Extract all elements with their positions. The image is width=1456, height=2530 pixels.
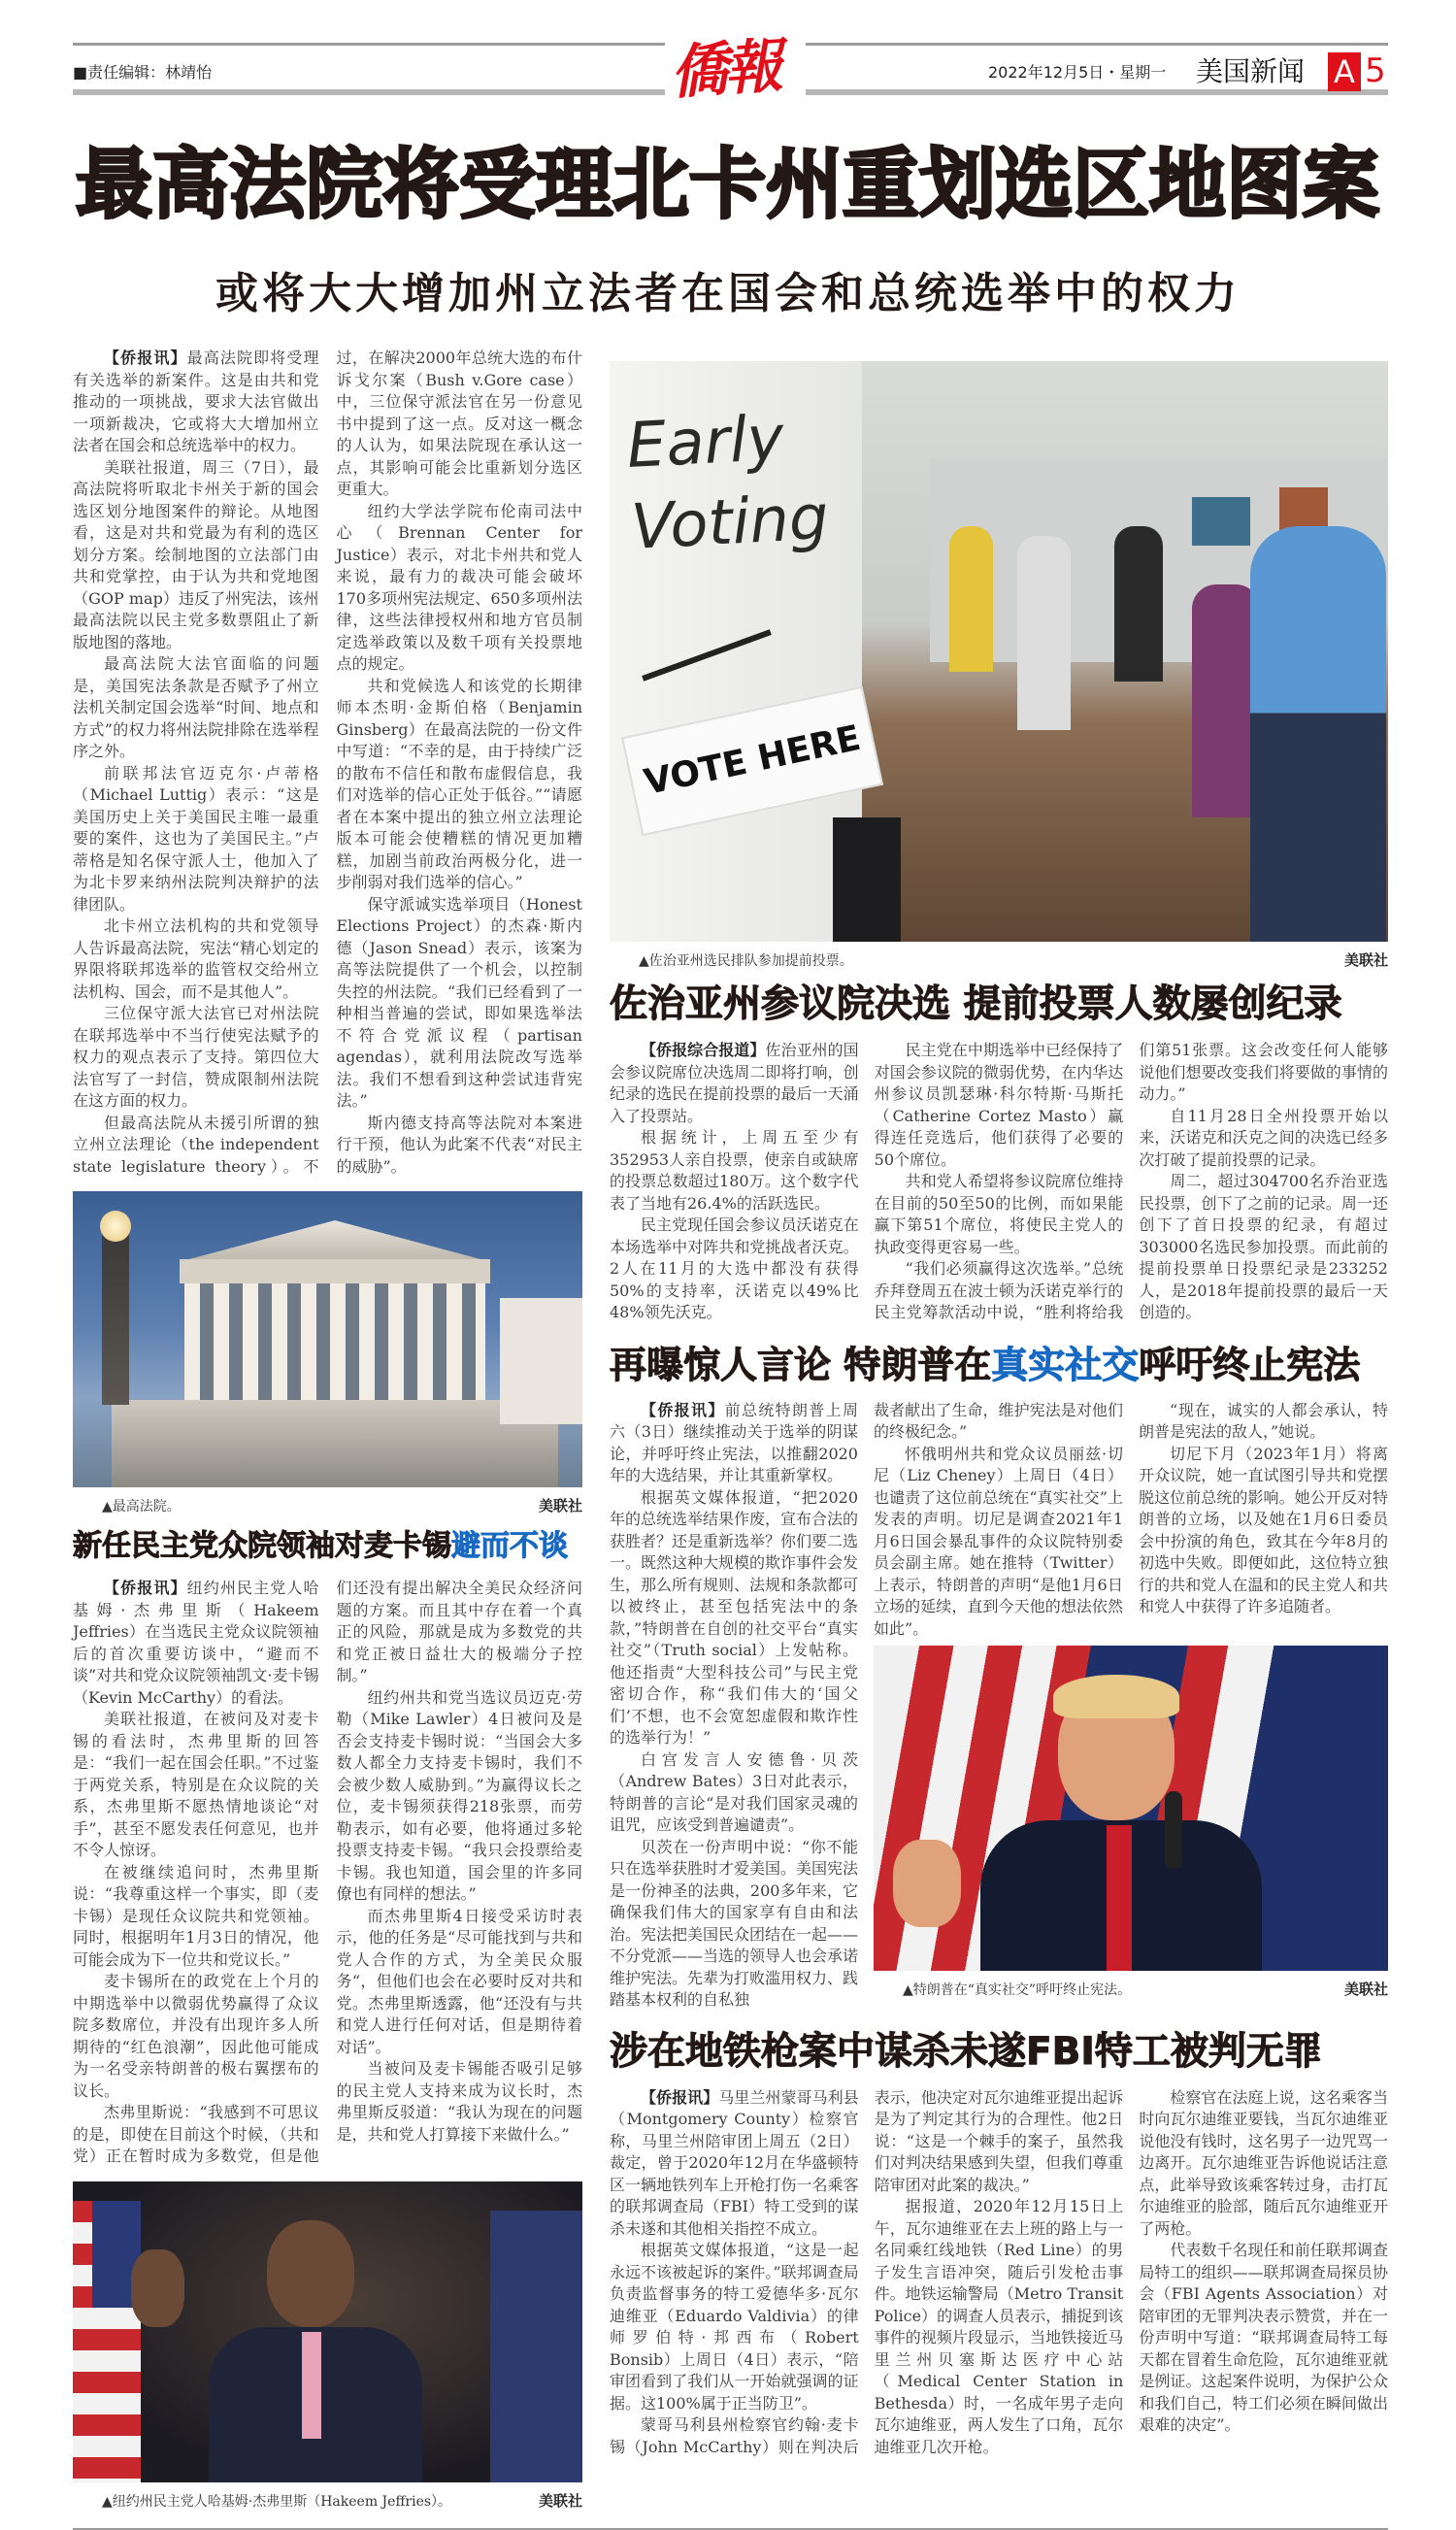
paragraph bbox=[337, 501, 583, 676]
early-voting-photo bbox=[610, 361, 1388, 942]
paragraph-text: 在被继续追问时，杰弗里斯说：“我尊重这样一个事实，即（麦卡锡）是现任众议院共和党领袖。同时，根据明年1月3日的情况，他可能会成为下一位共和党议长。” bbox=[73, 1862, 319, 1969]
paragraph-text: 检察官在法庭上说，这名乘客当时向瓦尔迪维亚要钱，当瓦尔迪维亚说他没有钱时，这名男子一边咒骂一边离开。瓦尔迪维亚告诉他说话注意点，此举导致该乘客转过身，击打瓦尔迪维亚的脸部，随后瓦尔迪维亚开了两枪。 bbox=[1139, 2087, 1388, 2238]
dateline-tag: 【侨报讯】 bbox=[104, 1579, 187, 1597]
main-story-body bbox=[73, 348, 582, 1178]
paragraph-text: 纽约大学法学院布伦南司法中心（Brennan Center for Justice）表示，对北卡州共和党人来说，最有力的裁决可能会破坏170多项州宪法规定、650多项州法律，这些法律授权州和地方官员制定选举政策以及数千项有关投票地点的规定。 bbox=[336, 501, 582, 673]
paragraph bbox=[73, 653, 319, 763]
paragraph-text: 但最高法院从未援引所谓的独立州立法理论（the independent state legislature theory）。不过，在解决2000年总统大选的布什诉戈尔案（Bush v.Gore case）中，三位保守派法官在另一份意见书中提到了这一点。反对这一概念的人认为，如果法院现在承认这一点，其影响可能会比重新划分选区更重大。 bbox=[73, 349, 582, 1176]
paragraph bbox=[337, 2058, 583, 2146]
lamp-post bbox=[102, 1230, 129, 1405]
paragraph-text: 前总统特朗普上周六（3日）继续推动关于选举的阴谋论，并呼吁终止宪法，以推翻2020年的大选结果，并让其重新掌权。 bbox=[610, 1400, 858, 1484]
paragraph-text: 北卡州立法机构的共和党领导人告诉最高法院，宪法“精心划定的界限将联邦选举的监管权交给州立法机构、国会，而不是其他人”。 bbox=[73, 916, 319, 1001]
paragraph: 裁者献出了生命，维护宪法是对他们的终极纪念。” bbox=[874, 1400, 1123, 1441]
paragraph bbox=[875, 1171, 1124, 1258]
jeffries-headline bbox=[73, 1527, 582, 1566]
paragraph-text: 美联社报道，在被问及对麦卡锡的看法时，杰弗里斯的回答是：“我们一起在国会任职。”不过鉴于两党关系，特别是在众议院的关系，杰弗里斯不愿热情地谈论“对手”，甚至不愿发表任何意见，也并不令人惊讶。 bbox=[73, 1710, 319, 1859]
vote-here-text: VOTE HERE bbox=[641, 717, 865, 804]
voting-booth bbox=[833, 817, 901, 942]
columns bbox=[184, 1283, 485, 1400]
trump-story-col3 bbox=[1139, 1400, 1388, 1641]
paragraph bbox=[73, 915, 319, 1003]
paragraph bbox=[875, 1040, 1124, 1171]
paragraph bbox=[73, 1578, 319, 1709]
paragraph-text: 怀俄明州共和党众议员丽兹·切尼（Liz Cheney）上周日（4日）也谴责了这位前总统在“真实社交”上发表的声明。切尼是调查2021年1月6日国会暴乱事件的众议院特别委员会副主席。她在推特（Twitter）上表示，特朗普的声明“是他1月6日立场的延续，直到今天他的想法依然如此”。 bbox=[874, 1444, 1123, 1638]
header-rule-bottom-right bbox=[806, 89, 1388, 95]
page-content bbox=[73, 348, 1388, 2530]
paragraph bbox=[610, 2240, 859, 2414]
left-column bbox=[73, 348, 582, 2514]
paragraph-text: 佐治亚州的国会参议院席位决选周二即将打响，创纪录的选民在提前投票的最后一天涌入了投票站。 bbox=[610, 1041, 859, 1125]
jeffries-story-body bbox=[73, 1578, 582, 2168]
trump-headline-pre: 再曝惊人言论 特朗普在 bbox=[610, 1343, 992, 1386]
paragraph bbox=[610, 1487, 858, 1749]
paragraph bbox=[337, 676, 583, 894]
jeffries-credit: 美联社 bbox=[538, 2491, 582, 2510]
paragraph-text: 麦卡锡所在的政党在上个月的中期选举中以微弱优势赢得了众议院多数席位，并没有出现许多人所期待的“红色浪潮”，因此他可能成为一名受亲特朗普的极右翼摆布的议长。 bbox=[73, 1972, 319, 2100]
paragraph bbox=[337, 1113, 583, 1179]
voter-blue-shirt bbox=[1250, 526, 1386, 942]
page-letter: A bbox=[1328, 52, 1361, 91]
early-voting-credit: 美联社 bbox=[1343, 951, 1388, 969]
paragraph-text: 民主党现任国会参议员沃诺克在本场选举中对阵共和党挑战者沃克。2人在11月的大选中都没有获得50%的支持率，沃诺克以49%比48%领先沃克。 bbox=[610, 1215, 859, 1321]
trump-caption: ▲特朗普在“真实社交”呼吁终止宪法。 bbox=[903, 1982, 1132, 1998]
trump-story-col1 bbox=[610, 1400, 858, 2012]
trump-photo bbox=[874, 1646, 1388, 1971]
trump-story-body bbox=[610, 1400, 1388, 2012]
paragraph-text: 前联邦法官迈克尔·卢蒂格（Michael Luttig）表示：“这是美国历史上关于美国民主唯一最重要的案件，这也为了美国民主。”卢蒂格是知名保守派人士，他加入了为北卡罗来纳州法院判决辩护的法律团队。 bbox=[73, 763, 319, 914]
paragraph bbox=[1139, 1444, 1388, 1618]
paragraph-text: 美联社报道，周三（7日），最高法院将听取北卡州关于新的国会选区划分地图案件的辩论。从地图看，这是对共和党最为有利的选区划分方案。绘制地图的立法部门由共和党掌控，由于认为共和党地图（GOP map）违反了州宪法，该州最高法院以民主党多数票阻止了新版地图的落地。 bbox=[73, 457, 319, 651]
paragraph-text: 根据英文媒体报道，“这是一起永远不该被起诉的案件。”联邦调查局负责监督事务的特工爱德华多·瓦尔迪维亚（Eduardo Valdivia）的律师罗伯特·邦西布（Robert Bonsib）上周日（4日）表示，“陪审团看到了我们从一开始就强调的证据。这100%属于正当防卫”。 bbox=[610, 2241, 859, 2413]
voter-dark bbox=[1114, 526, 1163, 682]
paragraph-text: 据报道，2020年12月15日上午，瓦尔迪维亚在去上班的路上与一名同乘红线地铁（Red Line）的男子发生言语冲突，随后引发枪击事件。地铁运输警局（Metro Transit Police）的调查人员表示，捕捉到该事件的视频片段显示，当地铁接近马里兰州贝塞斯达医疗中心站（Medical Center Station in Bethesda）时，一名成年男子走向瓦尔迪维亚，两人发生了口角，瓦尔迪维亚几次开枪。 bbox=[874, 2197, 1124, 2456]
fbi-headline: 涉在地铁枪案中谋杀未遂FBI特工被判无罪 bbox=[610, 2029, 1322, 2074]
paragraph-text: 三位保守派大法官已对州法院在联邦选举中不当行使宪法赋予的权力的观点表示了支持。第四位大法官写了一封信，赞成限制州法院在这方面的权力。 bbox=[73, 1004, 319, 1110]
paragraph bbox=[337, 894, 583, 1113]
main-headline: 最高法院将受理北卡州重划选区地图案 bbox=[76, 140, 1379, 229]
lamp-light bbox=[100, 1211, 131, 1242]
paragraph bbox=[73, 1971, 319, 2102]
wall-art bbox=[1192, 497, 1250, 546]
paragraph bbox=[337, 1687, 583, 1906]
paragraph bbox=[73, 1709, 319, 1862]
paragraph-text: 根据英文媒体报道，“把2020年的总统选举结果作废，宣布合法的获胜者？还是重新选举？你们要二选一。既然这种大规模的欺诈事件会发生，那么所有规则、法规和条款都可以被终止，甚至包括宪法中的条款，”特朗普在自创的社交平台“真实社交”（Truth social）上发帖称。他还指责“大型科技公司”与民主党密切合作，称“我们伟大的‘国父们’不想，也不会宽恕虚假和欺诈性的选举行为！” bbox=[610, 1487, 859, 1747]
paragraph bbox=[1139, 1400, 1388, 1444]
header-rule-top-left bbox=[73, 43, 665, 46]
voter-white bbox=[1017, 536, 1071, 730]
paragraph bbox=[610, 1040, 859, 1127]
paragraph-text: 蒙哥马利县州检察官约翰·麦卡锡（John McCarthy）则在判决后表示，他决定对瓦尔迪维亚提出起诉是为了判定其行为的合理性。他2日说：“这是一个棘手的案子，虽然我们对判决结果感到失望，但我们尊重陪审团对此案的裁决。” bbox=[610, 2087, 1124, 2456]
flag-right bbox=[490, 2211, 582, 2482]
trump-headline bbox=[610, 1342, 1388, 1388]
jeffries-photo bbox=[73, 2181, 582, 2482]
trump-headline-highlight: 真实社交 bbox=[991, 1343, 1140, 1386]
paragraph-text: 贝茨在一份声明中说：“你不能只在选举获胜时才爱美国。美国宪法是一份神圣的法典，200多年来，它确保我们伟大的国家享有自由和法治。宪法把美国民众团结在一起——不分党派——当选的领导人也会承诺维护宪法。先辈为打败滥用权力、践踏基本权利的自私独 bbox=[610, 1837, 859, 2009]
fbi-story-body bbox=[610, 2087, 1388, 2459]
paragraph-text: 纽约州民主党人哈基姆·杰弗里斯（Hakeem Jeffries）在当选民主党众议院领袖后的首次重要访谈中，“避而不谈”对共和党众议院领袖凯文·麦卡锡（Kevin McCarthy）的看法。 bbox=[73, 1579, 319, 1707]
editor-credit: ■责任编辑：林靖怡 bbox=[73, 63, 213, 82]
paragraph bbox=[1139, 2240, 1388, 2437]
header-rule-bottom-left bbox=[73, 89, 665, 95]
paragraph bbox=[610, 1837, 858, 2012]
paragraph-text: 最高法院即将受理有关选举的新案件。这是由共和党推动的一项挑战，要求大法官做出一项新裁决，它或将大大增加州立法者在国会和总统选举中的权力。 bbox=[73, 349, 319, 454]
header-rule-top-right bbox=[806, 43, 1388, 46]
georgia-headline: 佐治亚州参议院决选 提前投票人数屡创纪录 bbox=[610, 982, 1342, 1026]
trump-story-col2 bbox=[874, 1400, 1123, 1641]
paragraph-text: 共和党人希望将参议院席位维持在目前的50至50的比例，而如果能赢下第51个席位，将使民主党人的执政变得更容易一些。 bbox=[874, 1172, 1124, 1256]
jeffries-headline-highlight: 避而不谈 bbox=[451, 1529, 568, 1563]
paragraph bbox=[610, 2087, 859, 2241]
paragraph bbox=[337, 1906, 583, 2059]
paragraph-text: 当被问及麦卡锡能否吸引足够的民主党人支持来成为议长时，杰弗里斯反驳道：“我认为现在的问题是，共和党人打算接下来做什么。” bbox=[336, 2059, 582, 2144]
paragraph bbox=[875, 2196, 1124, 2458]
georgia-story-body bbox=[610, 1040, 1388, 1324]
paragraph-text: 杰弗里斯说：“我感到不可思议的是，即使在目前这个时候，（共和党）正在暂时成为多数党，但是他们还没有提出解决全美民众经济问题的方案。而且其中存在着一个真正的风险，那就是成为多数党的共和党正被日益壮大的极端分子控制。” bbox=[73, 1579, 582, 2165]
pediment bbox=[189, 1220, 480, 1259]
paragraph bbox=[73, 457, 319, 654]
voter-yellow bbox=[949, 526, 993, 672]
paragraph-text: 最高法院大法官面临的问题是，美国宪法条款是否赋予了州立法机关制定国会选举“时间、地点和方式”的权力将州法院排除在选举程序之外。 bbox=[73, 654, 319, 760]
paragraph bbox=[1139, 1106, 1388, 1172]
trump-headline-post: 呼吁终止宪法 bbox=[1139, 1343, 1361, 1386]
supreme-court-credit: 美联社 bbox=[538, 1497, 582, 1515]
trump-tie bbox=[1107, 1825, 1132, 1971]
main-subheadline: 或将大大增加州立法者在国会和总统选举中的权力 bbox=[215, 269, 1241, 318]
trump-story-col2-rest bbox=[874, 1444, 1123, 1641]
side-building bbox=[500, 1298, 582, 1424]
paragraph bbox=[73, 763, 319, 916]
paragraph bbox=[610, 1749, 858, 1837]
dateline-tag: 【侨报综合报道】 bbox=[641, 1041, 766, 1059]
paragraph-text: 周二，超过304700名乔治亚选民投票，创下了之前的记录。周一还创下了首日投票的纪录，有超过303000名选民参加投票。而此前的提前投票单日投票纪录是233252人，是2018年提前投票的最后一天创造的。 bbox=[1139, 1172, 1388, 1321]
speaker-tie bbox=[302, 2332, 321, 2439]
speaker-hand bbox=[131, 2249, 184, 2327]
early-voting-caption: ▲佐治亚州选民排队参加提前投票。 bbox=[639, 953, 853, 969]
trump-hand bbox=[893, 1840, 961, 1927]
paragraph bbox=[73, 1862, 319, 1972]
paragraph-text: 而杰弗里斯4日接受采访时表示，他的任务是“尽可能找到与共和党人合作的方式，为全美民众服务“，但他们也会在必要时反对共和党。杰弗里斯透露，他“还没有与共和党人进行任何对话，但是期待着对话”。 bbox=[336, 1906, 582, 2056]
right-column bbox=[610, 348, 1388, 2458]
paragraph bbox=[73, 1003, 319, 1113]
issue-date: 2022年12月5日・星期一 bbox=[988, 63, 1167, 82]
paragraph-text: 马里兰州蒙哥马利县（Montgomery County）检察官称，马里兰州陪审团上周五（2日）裁定，曾于2020年12月在华盛顿特区一辆地铁列车上开枪打伤一名乘客的联邦调查局（FBI）特工受到的谋杀未遂和其他相关指控不成立。 bbox=[610, 2087, 859, 2238]
newspaper-logo: 僑報 bbox=[668, 32, 781, 108]
early-voting-sign-text: Early Voting bbox=[625, 402, 831, 564]
trump-credit: 美联社 bbox=[1343, 1981, 1388, 1998]
paragraph bbox=[73, 348, 319, 457]
paragraph-text: “现在，诚实的人都会承认，特朗普是宪法的敌人，”她说。 bbox=[1139, 1400, 1388, 1441]
paragraph bbox=[1139, 2087, 1388, 2241]
paragraph-text: 保守派诚实选举项目（Honest Elections Project）的杰森·斯内德（Jason Snead）表示，该案为高等法院提供了一个机会，以控制失控的州法院。“我们已经看到了一种相当普遍的尝试，即如果选举法不符合党派议程（partisan agendas），就利用法院改写选举法。我们不想看到这种尝试违背宪法。” bbox=[336, 894, 582, 1110]
section-name: 美国新闻 bbox=[1196, 55, 1306, 87]
paragraph bbox=[1139, 1171, 1388, 1324]
paragraph-text: 自11月28日全州投票开始以来，沃诺克和沃克之间的决选已经多次打破了提前投票的记录。 bbox=[1139, 1106, 1388, 1169]
paragraph bbox=[610, 1400, 858, 1487]
paragraph-text: 斯内德支持高等法院对本案进行干预，他认为此案不代表“对民主的威胁”。 bbox=[336, 1113, 582, 1176]
supreme-court-photo bbox=[73, 1191, 582, 1487]
dateline-tag: 【侨报讯】 bbox=[641, 1400, 725, 1419]
paragraph-text: 共和党候选人和该党的长期律师本杰明·金斯伯格（Benjamin Ginsberg）在最高法院的一份文件中写道：“不幸的是，由于持续广泛的散布不信任和散布虚假信息，我们对选举的信心正处于低谷。”“请愿者在本案中提出的独立州立法理论版本可能会使糟糕的情况更加糟糕，加剧当前政治两极分化，进一步削弱对我们选举的信心。” bbox=[336, 676, 582, 891]
jeffries-headline-main: 新任民主党众院领袖对麦卡锡 bbox=[73, 1529, 451, 1563]
paragraph bbox=[874, 1444, 1123, 1641]
paragraph-text: 根据统计，上周五至少有352953人亲自投票，使亲自或缺席的投票总数超过180万。这个数字代表了当地有26.4%的活跃选民。 bbox=[610, 1128, 859, 1213]
page-number: 5 bbox=[1365, 51, 1386, 90]
steps bbox=[112, 1400, 558, 1487]
dateline-tag: 【侨报讯】 bbox=[641, 2087, 719, 2107]
paragraph-text: 纽约州共和党当选议员迈克·劳勒（Mike Lawler）4日被问及是否会支持麦卡锡时说：“当国会大多数人都全力支持麦卡锡时，我们不会被少数人威胁到。”为赢得议长之位，麦卡锡须获得218张票，而劳勒表示，如有必要，他将通过多轮投票支持麦卡锡。“我只会投票给麦卡锡。我也知道，国会里的许多同僚也有同样的想法。” bbox=[336, 1687, 582, 1903]
jeffries-caption: ▲纽约州民主党人哈基姆·杰弗里斯（Hakeem Jeffries）。 bbox=[102, 2493, 452, 2510]
paragraph bbox=[610, 1215, 859, 1324]
paragraph bbox=[610, 1127, 859, 1215]
microphone-icon bbox=[1165, 1791, 1182, 1869]
paragraph-text: 代表数千名现任和前任联邦调查局特工的组织——联邦调查局探员协会（FBI Agents Association）对陪审团的无罪判决表示赞赏，并在一份声明中写道：“联邦调查局特工每天都在冒着生命危险，瓦尔迪维亚就是例证。这起案件说明，为保护公众和我们自己，特工们必须在瞬间做出艰难的决定”。 bbox=[1139, 2241, 1388, 2434]
paragraph-text: 白宫发言人安德鲁·贝茨（Andrew Bates）3日对此表示，特朗普的言论“是对我们国家灵魂的诅咒，应该受到普遍谴责”。 bbox=[610, 1749, 858, 1834]
paragraph-text: 民主党在中期选举中已经保持了对国会参议院的微弱优势，在内华达州参议员凯瑟琳·科尔特斯·马斯托（Catherine Cortez Masto）赢得连任竞选后，他们获得了必要的50个席位。 bbox=[874, 1041, 1124, 1169]
paragraph-text: “我们必须赢得这次选举。”总统乔拜登周五在波士顿为沃诺克举行的民主党筹款活动中说，“胜利将给我们第51张票。这会改变任何人能够说他们想要改变我们将要做的事情的动力。” bbox=[874, 1041, 1388, 1321]
trump-hair bbox=[1053, 1675, 1179, 1718]
dateline-tag: 【侨报讯】 bbox=[104, 349, 187, 367]
entablature bbox=[180, 1259, 490, 1283]
speaker-head bbox=[267, 2220, 354, 2327]
supreme-court-caption: ▲最高法院。 bbox=[102, 1499, 181, 1515]
paragraph-text: 切尼下月（2023年1月）将离开众议院，她一直试图引导共和党摆脱这位前总统的影响。她公开反对特朗普的立场，以及她在1月6日委员会中扮演的角色，致其在今年8月的初选中失败。即便如此，这位特立独行的共和党人在温和的民主党人和共和党人中获得了许多追随者。 bbox=[1139, 1444, 1388, 1615]
